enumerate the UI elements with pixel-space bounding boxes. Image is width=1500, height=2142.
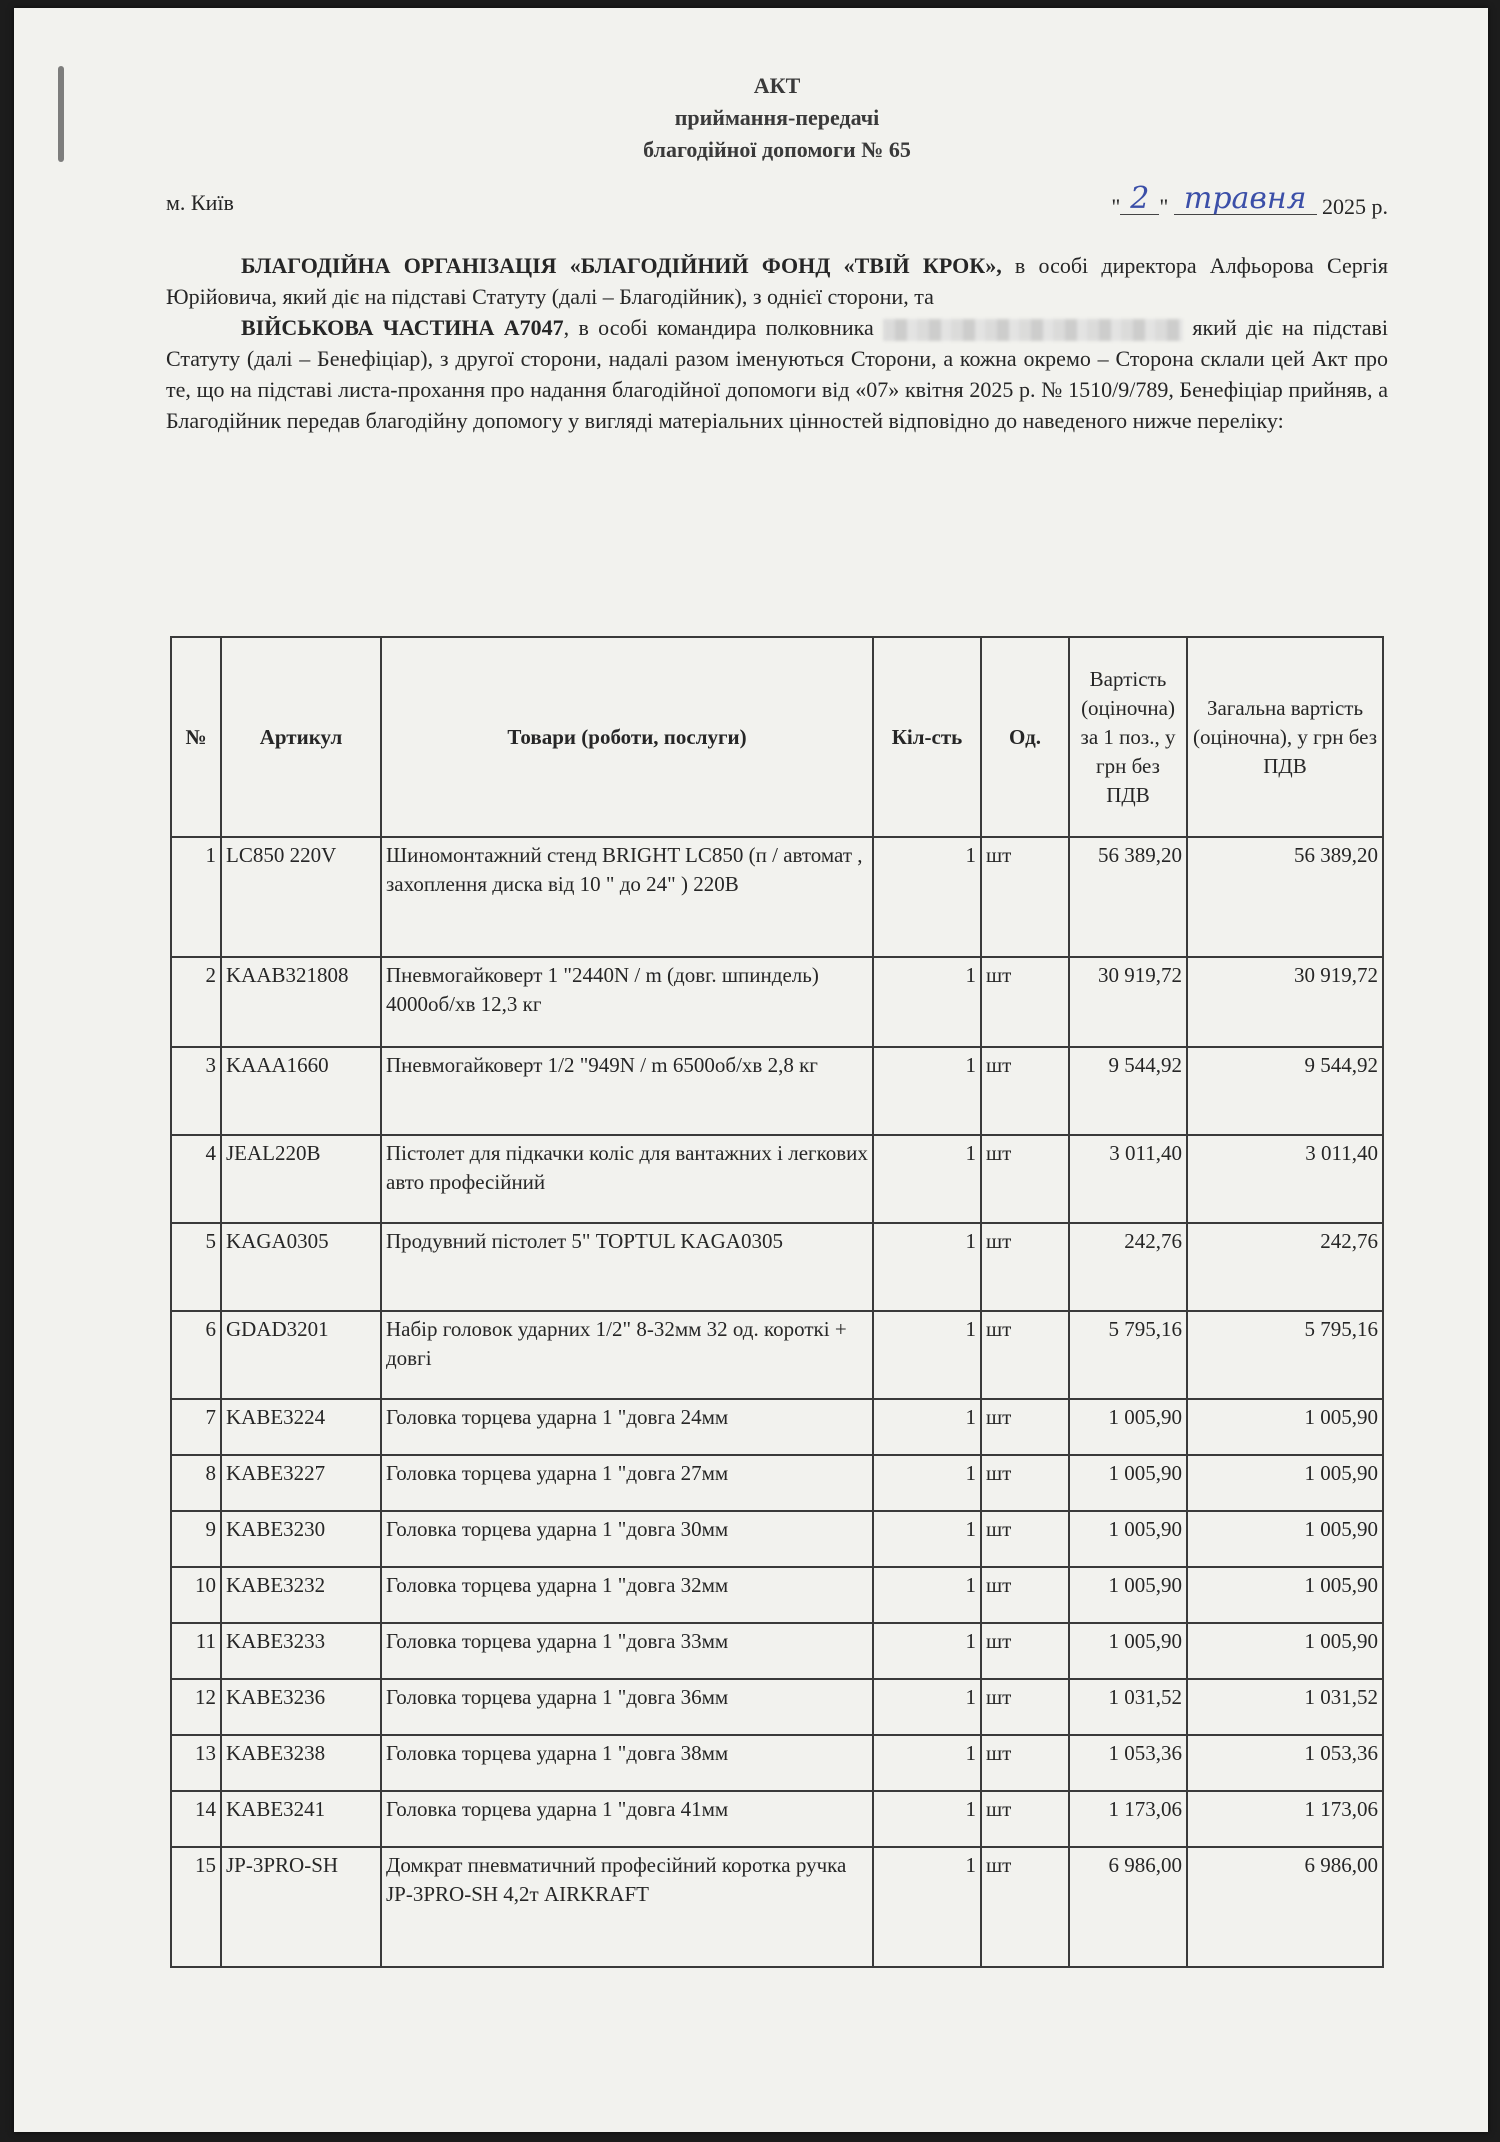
row-qty: 1 <box>873 1223 981 1311</box>
row-qty: 1 <box>873 1455 981 1511</box>
row-unit: шт <box>981 957 1069 1047</box>
document-subtitle-1: приймання-передачі <box>674 105 880 130</box>
table-row <box>171 837 1383 957</box>
row-price: 1 005,90 <box>1069 1399 1187 1455</box>
document-date <box>1111 181 1388 221</box>
row-sku: KAGA0305 <box>221 1223 381 1311</box>
row-total: 1 053,36 <box>1187 1735 1383 1791</box>
row-total: 1 005,90 <box>1187 1623 1383 1679</box>
paragraph-benefactor <box>166 250 1388 312</box>
table-row <box>171 1135 1383 1223</box>
row-sku: KABE3232 <box>221 1567 381 1623</box>
row-sku: LC850 220V <box>221 837 381 957</box>
row-price: 1 173,06 <box>1069 1791 1187 1847</box>
row-sku: KABE3236 <box>221 1679 381 1735</box>
document-title: АКТ <box>753 73 801 98</box>
header-num: № <box>171 637 221 837</box>
row-num: 13 <box>171 1735 221 1791</box>
row-num: 10 <box>171 1567 221 1623</box>
date-quote-open: " <box>1111 194 1121 219</box>
redacted-name <box>883 319 1183 341</box>
row-sku: JEAL220B <box>221 1135 381 1223</box>
date-year: 2025 р. <box>1322 194 1388 219</box>
row-num: 7 <box>171 1399 221 1455</box>
beneficiary-text-1: , в особі командира полковника <box>563 315 884 340</box>
row-price: 5 795,16 <box>1069 1311 1187 1399</box>
row-price: 1 005,90 <box>1069 1511 1187 1567</box>
row-num: 12 <box>171 1679 221 1735</box>
row-price: 1 053,36 <box>1069 1735 1187 1791</box>
place-date-line <box>166 180 1388 224</box>
items-table <box>170 636 1384 1968</box>
date-month-handwritten: травня <box>1174 184 1317 215</box>
date-day-handwritten: 2 <box>1120 184 1159 215</box>
header-price: Вартість (оціночна) за 1 поз., у грн без ПДВ <box>1069 637 1187 837</box>
row-name: Шиномонтажний стенд BRIGHT LC850 (п / автомат , захоплення диска від 10 " до 24" ) 220В <box>381 837 873 957</box>
row-unit: шт <box>981 1511 1069 1567</box>
row-name: Пневмогайковерт 1 "2440N / m (довг. шпиндель) 4000об/хв 12,3 кг <box>381 957 873 1047</box>
row-sku: KAAB321808 <box>221 957 381 1047</box>
row-price: 30 919,72 <box>1069 957 1187 1047</box>
row-sku: KAAA1660 <box>221 1047 381 1135</box>
row-unit: шт <box>981 1223 1069 1311</box>
benefactor-name: БЛАГОДІЙНА ОРГАНІЗАЦІЯ «БЛАГОДІЙНИЙ ФОНД «ТВІЙ КРОК», <box>241 253 1002 278</box>
row-num: 8 <box>171 1455 221 1511</box>
row-name: Головка торцева ударна 1 "довга 24мм <box>381 1399 873 1455</box>
table-row <box>171 1567 1383 1623</box>
table-row <box>171 1791 1383 1847</box>
row-sku: GDAD3201 <box>221 1311 381 1399</box>
row-total: 3 011,40 <box>1187 1135 1383 1223</box>
row-unit: шт <box>981 837 1069 957</box>
row-sku: KABE3230 <box>221 1511 381 1567</box>
row-qty: 1 <box>873 957 981 1047</box>
row-price: 1 005,90 <box>1069 1455 1187 1511</box>
row-num: 4 <box>171 1135 221 1223</box>
row-sku: KABE3233 <box>221 1623 381 1679</box>
row-total: 1 173,06 <box>1187 1791 1383 1847</box>
row-name: Продувний пістолет 5" TOPTUL KAGA0305 <box>381 1223 873 1311</box>
row-qty: 1 <box>873 1511 981 1567</box>
row-price: 1 031,52 <box>1069 1679 1187 1735</box>
table-row <box>171 1455 1383 1511</box>
row-qty: 1 <box>873 1847 981 1967</box>
table-row <box>171 1847 1383 1967</box>
row-name: Головка торцева ударна 1 "довга 32мм <box>381 1567 873 1623</box>
row-name: Головка торцева ударна 1 "довга 38мм <box>381 1735 873 1791</box>
table-row <box>171 1399 1383 1455</box>
pen-mark <box>58 66 64 162</box>
table-row <box>171 1735 1383 1791</box>
row-name: Домкрат пневматичний професійний коротка ручка JP-3PRO-SH 4,2т AIRKRAFT <box>381 1847 873 1967</box>
row-name: Пістолет для підкачки коліс для вантажних і легкових авто професійний <box>381 1135 873 1223</box>
row-unit: шт <box>981 1791 1069 1847</box>
row-total: 5 795,16 <box>1187 1311 1383 1399</box>
row-unit: шт <box>981 1135 1069 1223</box>
row-total: 9 544,92 <box>1187 1047 1383 1135</box>
row-qty: 1 <box>873 1623 981 1679</box>
paragraph-beneficiary <box>166 312 1388 436</box>
table-body <box>171 837 1383 1967</box>
row-unit: шт <box>981 1847 1069 1967</box>
row-qty: 1 <box>873 1399 981 1455</box>
row-num: 2 <box>171 957 221 1047</box>
city: м. Київ <box>166 190 234 215</box>
row-price: 1 005,90 <box>1069 1623 1187 1679</box>
row-qty: 1 <box>873 1679 981 1735</box>
benefactor-text: в особі директора Алфьорова Сергія Юрійовича, який діє на підставі Статуту (далі – Благодійник), з однієї сторони, та <box>166 253 1389 309</box>
row-name: Пневмогайковерт 1/2 "949N / m 6500об/хв 2,8 кг <box>381 1047 873 1135</box>
row-num: 11 <box>171 1623 221 1679</box>
row-price: 56 389,20 <box>1069 837 1187 957</box>
document-heading <box>166 70 1388 166</box>
row-price: 1 005,90 <box>1069 1567 1187 1623</box>
row-total: 1 005,90 <box>1187 1511 1383 1567</box>
row-name: Головка торцева ударна 1 "довга 27мм <box>381 1455 873 1511</box>
table-header-row <box>171 637 1383 837</box>
row-qty: 1 <box>873 1311 981 1399</box>
row-qty: 1 <box>873 1735 981 1791</box>
row-price: 242,76 <box>1069 1223 1187 1311</box>
table-row <box>171 1223 1383 1311</box>
row-unit: шт <box>981 1567 1069 1623</box>
row-unit: шт <box>981 1679 1069 1735</box>
row-num: 5 <box>171 1223 221 1311</box>
row-qty: 1 <box>873 1135 981 1223</box>
row-total: 1 005,90 <box>1187 1567 1383 1623</box>
row-total: 1 005,90 <box>1187 1399 1383 1455</box>
row-total: 56 389,20 <box>1187 837 1383 957</box>
row-sku: KABE3238 <box>221 1735 381 1791</box>
header-sku: Артикул <box>221 637 381 837</box>
row-total: 30 919,72 <box>1187 957 1383 1047</box>
row-qty: 1 <box>873 1791 981 1847</box>
beneficiary-name: ВІЙСЬКОВА ЧАСТИНА А7047 <box>241 315 564 340</box>
row-qty: 1 <box>873 837 981 957</box>
row-name: Набір головок ударних 1/2" 8-32мм 32 од. короткі + довгі <box>381 1311 873 1399</box>
row-num: 9 <box>171 1511 221 1567</box>
row-unit: шт <box>981 1735 1069 1791</box>
row-total: 242,76 <box>1187 1223 1383 1311</box>
beneficiary-text-2: який діє на підставі Статуту (далі – Бенефіціар), з другої сторони, надалі разом іменуються Сторони, а кожна окремо – Сторона склали цей Акт про те, що на підставі листа-прохання про надання благодійної допомоги від «07» квітня 2025 р. № 1510/9/789, Бенефіціар прийняв, а Благодійник передав благодійну допомогу у вигляді матеріальних цінностей відповідно до наведеного нижче переліку: <box>166 315 1388 433</box>
row-num: 15 <box>171 1847 221 1967</box>
row-unit: шт <box>981 1623 1069 1679</box>
row-sku: KABE3241 <box>221 1791 381 1847</box>
row-price: 9 544,92 <box>1069 1047 1187 1135</box>
row-name: Головка торцева ударна 1 "довга 36мм <box>381 1679 873 1735</box>
table-row <box>171 1623 1383 1679</box>
row-num: 6 <box>171 1311 221 1399</box>
row-price: 6 986,00 <box>1069 1847 1187 1967</box>
row-name: Головка торцева ударна 1 "довга 41мм <box>381 1791 873 1847</box>
document-page <box>14 8 1488 2132</box>
row-num: 3 <box>171 1047 221 1135</box>
document-content <box>166 70 1388 436</box>
table-row <box>171 1311 1383 1399</box>
row-name: Головка торцева ударна 1 "довга 30мм <box>381 1511 873 1567</box>
header-qty: Кіл-сть <box>873 637 981 837</box>
table-row <box>171 1679 1383 1735</box>
row-total: 6 986,00 <box>1187 1847 1383 1967</box>
row-total: 1 005,90 <box>1187 1455 1383 1511</box>
row-total: 1 031,52 <box>1187 1679 1383 1735</box>
row-unit: шт <box>981 1455 1069 1511</box>
header-name: Товари (роботи, послуги) <box>381 637 873 837</box>
table-row <box>171 1047 1383 1135</box>
document-subtitle-2: благодійної допомоги № 65 <box>643 137 911 162</box>
row-num: 1 <box>171 837 221 957</box>
table-row <box>171 957 1383 1047</box>
header-unit: Од. <box>981 637 1069 837</box>
table-row <box>171 1511 1383 1567</box>
row-unit: шт <box>981 1047 1069 1135</box>
row-unit: шт <box>981 1399 1069 1455</box>
header-total: Загальна вартість (оціночна), у грн без ПДВ <box>1187 637 1383 837</box>
row-unit: шт <box>981 1311 1069 1399</box>
row-sku: KABE3224 <box>221 1399 381 1455</box>
row-name: Головка торцева ударна 1 "довга 33мм <box>381 1623 873 1679</box>
row-sku: JP-3PRO-SH <box>221 1847 381 1967</box>
row-sku: KABE3227 <box>221 1455 381 1511</box>
row-price: 3 011,40 <box>1069 1135 1187 1223</box>
date-quote-close: " <box>1159 194 1169 219</box>
row-num: 14 <box>171 1791 221 1847</box>
row-qty: 1 <box>873 1567 981 1623</box>
row-qty: 1 <box>873 1047 981 1135</box>
